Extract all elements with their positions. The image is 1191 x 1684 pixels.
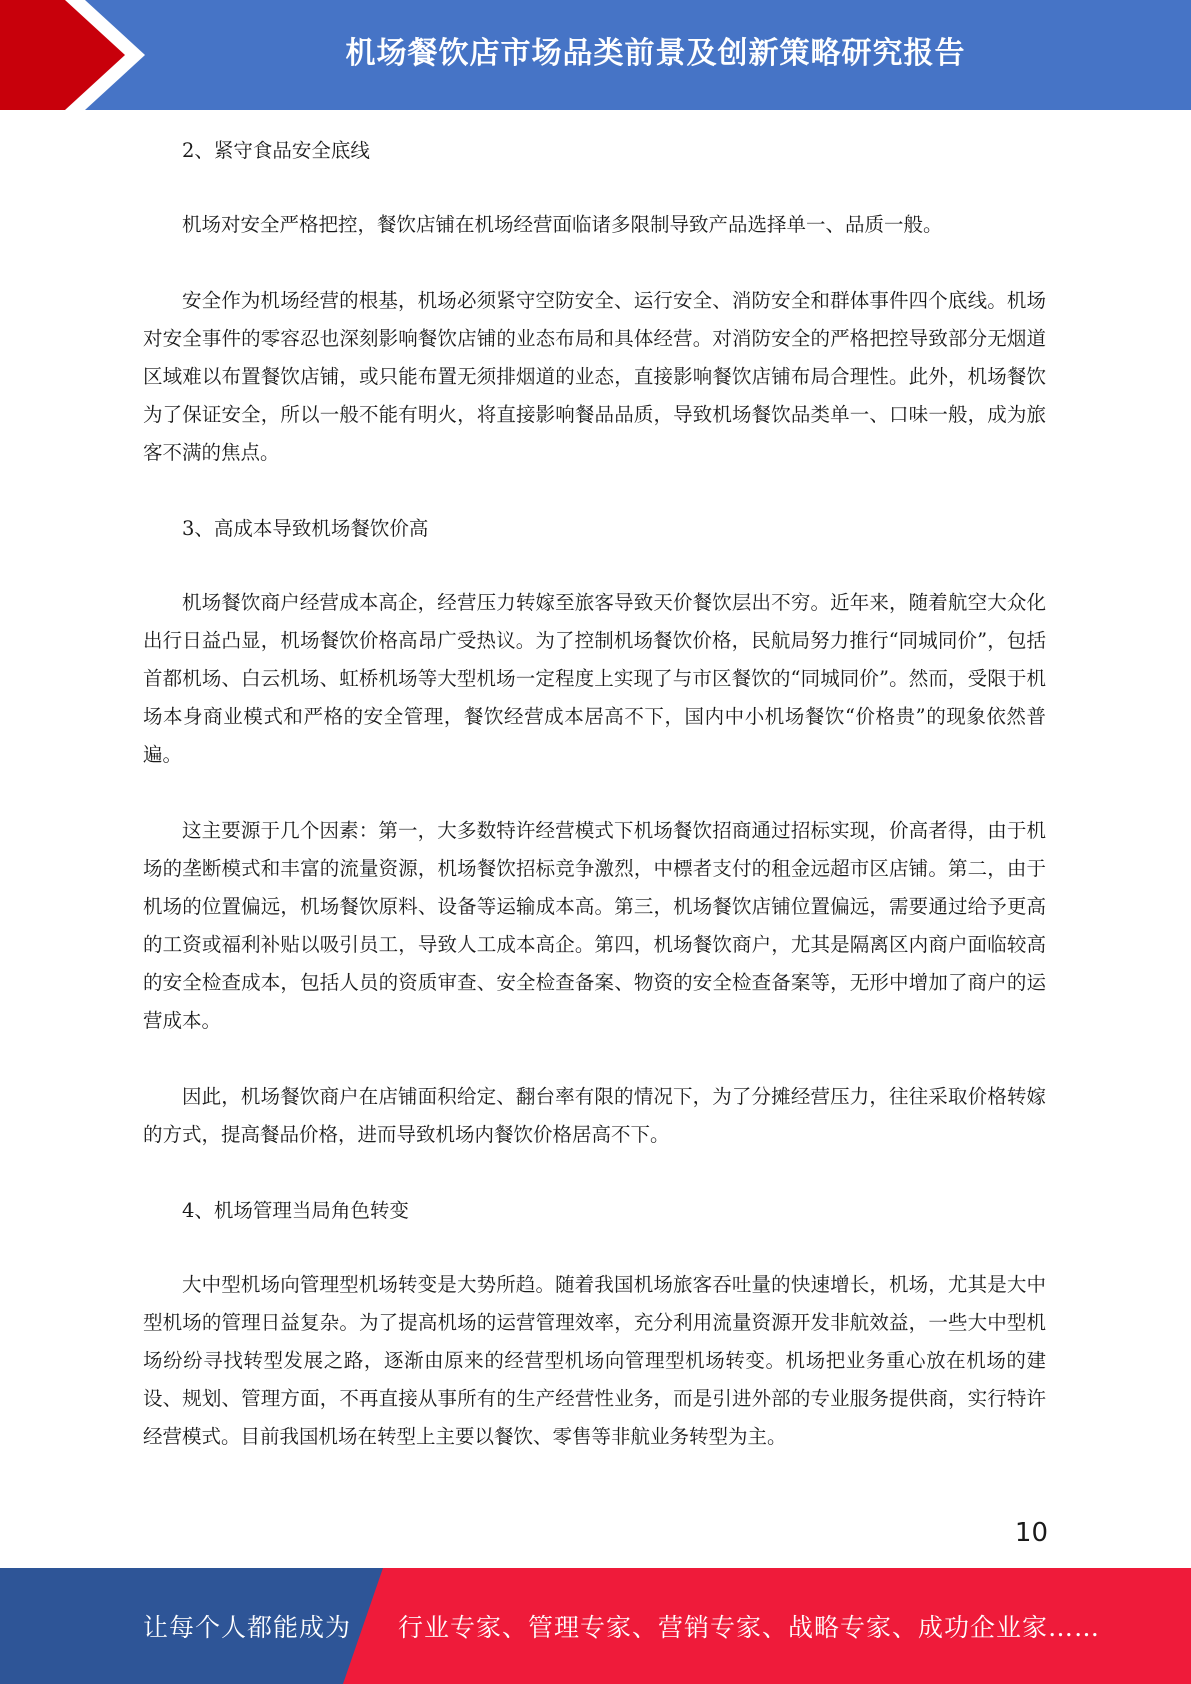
footer-slogan-right: 行业专家、管理专家、营销专家、战略专家、成功企业家……: [398, 1613, 1101, 1642]
paragraph-1: 机场对安全严格把控，餐饮店铺在机场经营面临诸多限制导致产品选择单一、品质一般。: [182, 213, 943, 236]
section-heading-4: 4、机场管理当局角色转变: [182, 1199, 409, 1222]
paragraph-5: 因此，机场餐饮商户在店铺面积给定、翻台率有限的情况下，为了分摊经营压力，往往采取价格转嫁的方式，提高餐品价格，进而导致机场内餐饮价格居高不下。: [143, 1085, 1046, 1146]
footer-banner: [0, 1568, 1191, 1684]
page-number: 10: [1014, 1518, 1048, 1548]
header-banner: [0, 0, 1191, 110]
paragraph-3: 机场餐饮商户经营成本高企，经营压力转嫁至旅客导致天价餐饮层出不穷。近年来，随着航空大众化出行日益凸显，机场餐饮价格高昂广受热议。为了控制机场餐饮价格，民航局努力推行“同城同价”，包括首都机场、白云机场、虹桥机场等大型机场一定程度上实现了与市区餐饮的“同城同价”。然而，受限于机场本身商业模式和严格的安全管理，餐饮经营成本居高不下，国内中小机场餐饮“价格贵”的现象依然普遍。: [143, 591, 1046, 766]
report-body: [143, 132, 1046, 1494]
document-title: 机场餐饮店市场品类前景及创新策略研究报告: [345, 36, 966, 71]
paragraph-2: 安全作为机场经营的根基，机场必须紧守空防安全、运行安全、消防安全和群体事件四个底线。机场对安全事件的零容忍也深刻影响餐饮店铺的业态布局和具体经营。对消防安全的严格把控导致部分无烟道区域难以布置餐饮店铺，或只能布置无须排烟道的业态，直接影响餐饮店铺布局合理性。此外，机场餐饮为了保证安全，所以一般不能有明火，将直接影响餐品品质，导致机场餐饮品类单一、口味一般，成为旅客不满的焦点。: [143, 289, 1046, 464]
paragraph-6: 大中型机场向管理型机场转变是大势所趋。随着我国机场旅客吞吐量的快速增长，机场，尤其是大中型机场的管理日益复杂。为了提高机场的运营管理效率，充分利用流量资源开发非航效益，一些大中型机场纷纷寻找转型发展之路，逐渐由原来的经营型机场向管理型机场转变。机场把业务重心放在机场的建设、规划、管理方面，不再直接从事所有的生产经营性业务，而是引进外部的专业服务提供商，实行特许经营模式。目前我国机场在转型上主要以餐饮、零售等非航业务转型为主。: [143, 1273, 1046, 1448]
section-heading-3: 3、高成本导致机场餐饮价高: [182, 517, 429, 540]
section-heading-2: 2、紧守食品安全底线: [182, 139, 370, 162]
paragraph-4: 这主要源于几个因素：第一，大多数特许经营模式下机场餐饮招商通过招标实现，价高者得，由于机场的垄断模式和丰富的流量资源，机场餐饮招标竞争激烈，中標者支付的租金远超市区店铺。第二，由于机场的位置偏远，机场餐饮原料、设备等运输成本高。第三，机场餐饮店铺位置偏远，需要通过给予更高的工资或福利补贴以吸引员工，导致人工成本高企。第四，机场餐饮商户，尤其是隔离区内商户面临较高的安全检查成本，包括人员的资质审查、安全检查备案、物资的安全检查备案等，无形中增加了商户的运营成本。: [143, 819, 1046, 1032]
footer-slogan-left: 让每个人都能成为: [143, 1613, 352, 1642]
